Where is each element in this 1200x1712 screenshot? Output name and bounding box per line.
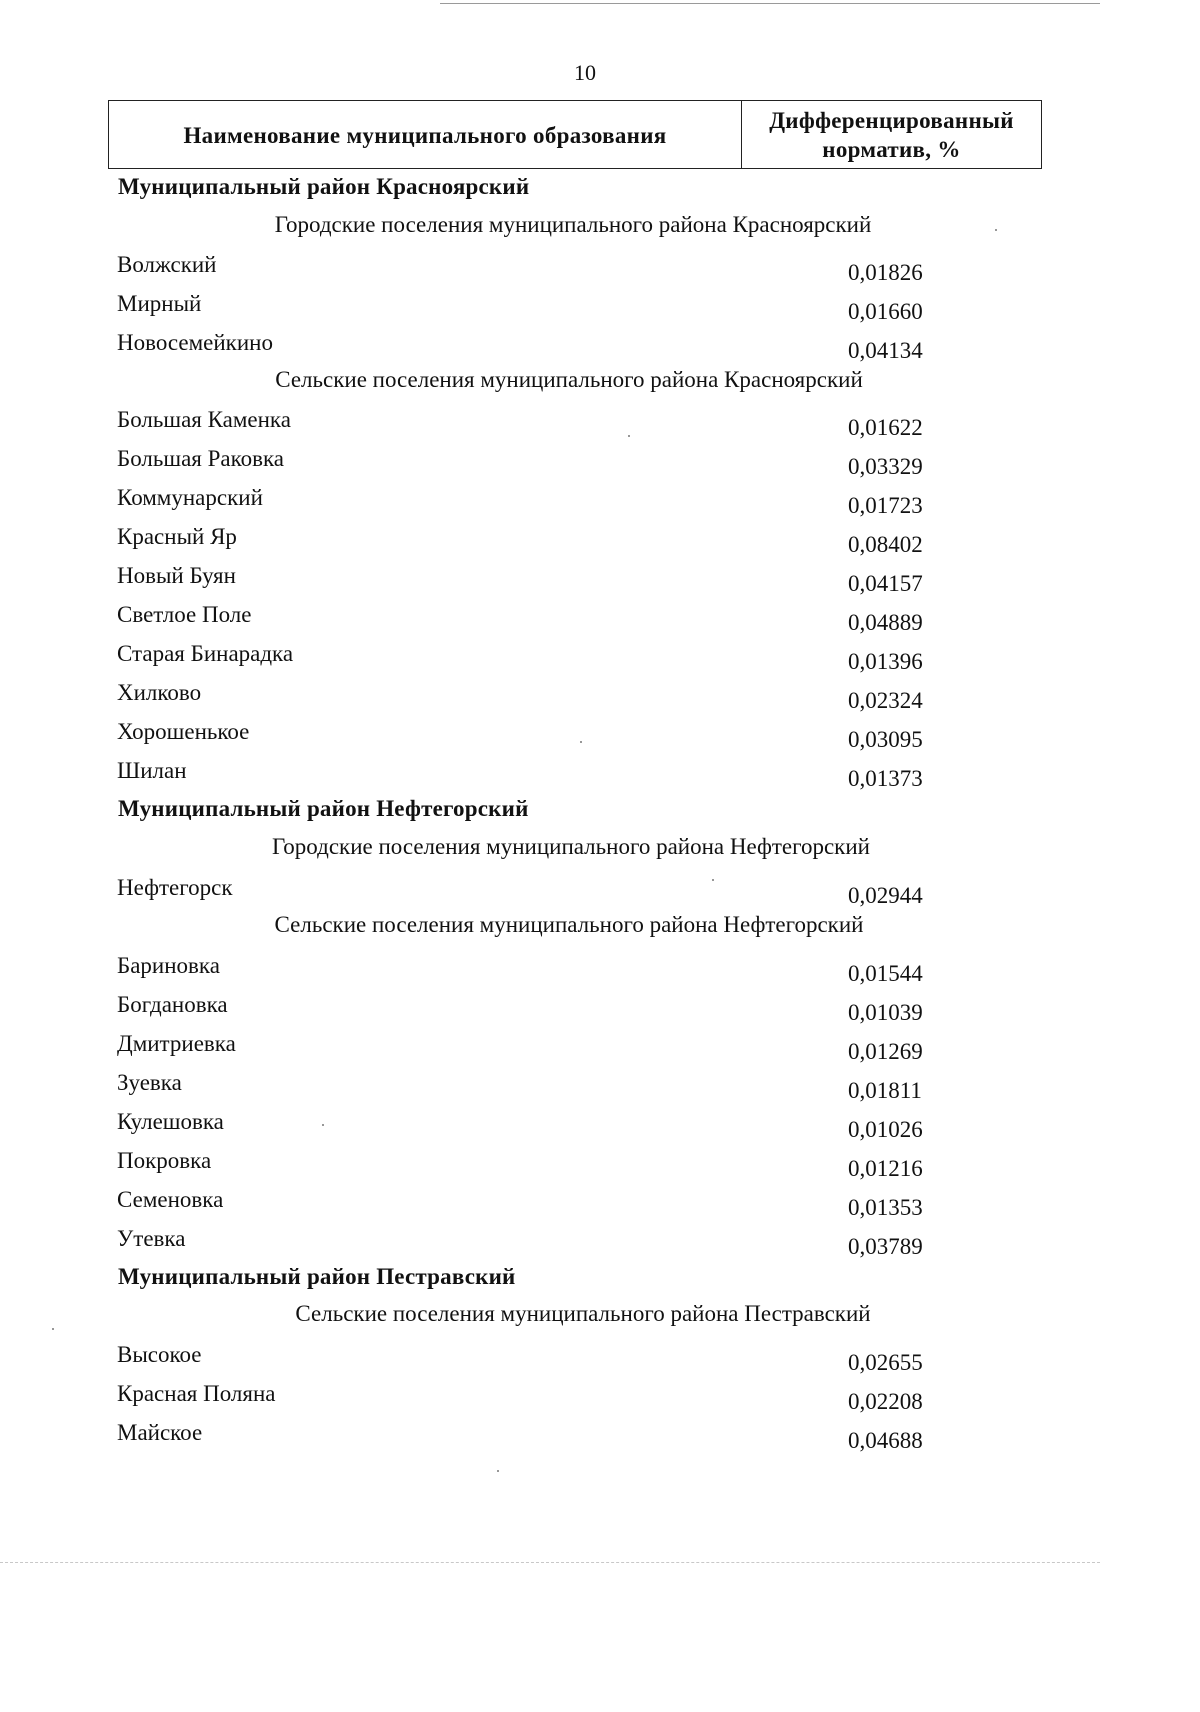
district-heading: Муниципальный район Красноярский — [118, 174, 530, 199]
settlement-norm-value: 0,03329 — [848, 454, 923, 479]
table-header — [108, 100, 1042, 169]
column-header-norm-line2: норматив, % — [822, 136, 961, 162]
settlement-name: Шилан — [117, 758, 187, 783]
settlement-norm-value: 0,03789 — [848, 1234, 923, 1259]
settlement-name: Нефтегорск — [117, 875, 233, 900]
settlement-norm-value: 0,01660 — [848, 299, 923, 324]
settlement-norm-value: 0,04889 — [848, 610, 923, 635]
column-header-norm — [742, 101, 1041, 168]
scan-speck — [628, 435, 630, 437]
settlement-norm-value: 0,01826 — [848, 260, 923, 285]
page-number: 10 — [574, 60, 596, 85]
scan-speck — [712, 879, 714, 881]
settlement-name: Покровка — [117, 1148, 212, 1173]
settlement-name: Дмитриевка — [117, 1031, 236, 1056]
scan-border-top — [440, 3, 1100, 4]
settlement-name: Богдановка — [117, 992, 228, 1017]
settlement-group-heading: Сельские поселения муниципального района Красноярский — [275, 367, 863, 392]
scan-speck — [52, 1328, 54, 1330]
settlement-norm-value: 0,01039 — [848, 1000, 923, 1025]
settlement-name: Новосемейкино — [117, 330, 273, 355]
settlement-norm-value: 0,02324 — [848, 688, 923, 713]
column-header-norm-line1: Дифференцированный — [769, 107, 1014, 133]
settlement-norm-value: 0,01373 — [848, 766, 923, 791]
settlement-norm-value: 0,02944 — [848, 883, 923, 908]
settlement-name: Мирный — [117, 291, 202, 316]
settlement-norm-value: 0,01269 — [848, 1039, 923, 1064]
settlement-name: Светлое Поле — [117, 602, 252, 627]
scan-border-bottom — [0, 1562, 1100, 1563]
settlement-name: Бариновка — [117, 953, 220, 978]
settlement-group-heading: Сельские поселения муниципального района Пестравский — [295, 1301, 871, 1326]
district-heading: Муниципальный район Пестравский — [118, 1264, 516, 1289]
settlement-name: Коммунарский — [117, 485, 263, 510]
settlement-name: Семеновка — [117, 1187, 224, 1212]
settlement-norm-value: 0,04157 — [848, 571, 923, 596]
settlement-name: Утевка — [117, 1226, 186, 1251]
settlement-name: Хилково — [117, 680, 202, 705]
settlement-norm-value: 0,01544 — [848, 961, 923, 986]
settlement-norm-value: 0,01622 — [848, 415, 923, 440]
settlement-name: Большая Раковка — [117, 446, 285, 471]
settlement-norm-value: 0,01811 — [848, 1078, 922, 1103]
settlement-norm-value: 0,03095 — [848, 727, 923, 752]
settlement-norm-value: 0,02208 — [848, 1389, 923, 1414]
settlement-group-heading: Городские поселения муниципального района Красноярский — [274, 212, 872, 237]
settlement-norm-value: 0,01723 — [848, 493, 923, 518]
settlement-norm-value: 0,02655 — [848, 1350, 923, 1375]
scan-speck — [580, 741, 582, 743]
settlement-norm-value: 0,01216 — [848, 1156, 923, 1181]
settlement-name: Красный Яр — [117, 524, 237, 549]
settlement-name: Высокое — [117, 1342, 202, 1367]
settlement-name: Большая Каменка — [117, 407, 291, 432]
column-header-name: Наименование муниципального образования — [109, 101, 742, 168]
settlement-norm-value: 0,08402 — [848, 532, 923, 557]
scan-speck — [322, 1124, 324, 1126]
settlement-name: Новый Буян — [117, 563, 236, 588]
settlement-norm-value: 0,01026 — [848, 1117, 923, 1142]
settlement-name: Майское — [117, 1420, 203, 1445]
scan-speck — [497, 1470, 499, 1472]
settlement-name: Красная Поляна — [117, 1381, 276, 1406]
settlement-norm-value: 0,04688 — [848, 1428, 923, 1453]
settlement-name: Старая Бинарадка — [117, 641, 294, 666]
settlement-name: Кулешовка — [117, 1109, 224, 1134]
settlement-norm-value: 0,04134 — [848, 338, 923, 363]
settlement-group-heading: Сельские поселения муниципального района Нефтегорский — [274, 912, 864, 937]
settlement-norm-value: 0,01396 — [848, 649, 923, 674]
district-heading: Муниципальный район Нефтегорский — [118, 796, 529, 821]
settlement-group-heading: Городские поселения муниципального района Нефтегорский — [272, 834, 870, 859]
settlement-name: Зуевка — [117, 1070, 182, 1095]
settlement-name: Волжский — [117, 252, 217, 277]
scan-speck — [995, 229, 997, 231]
settlement-name: Хорошенькое — [117, 719, 250, 744]
settlement-norm-value: 0,01353 — [848, 1195, 923, 1220]
